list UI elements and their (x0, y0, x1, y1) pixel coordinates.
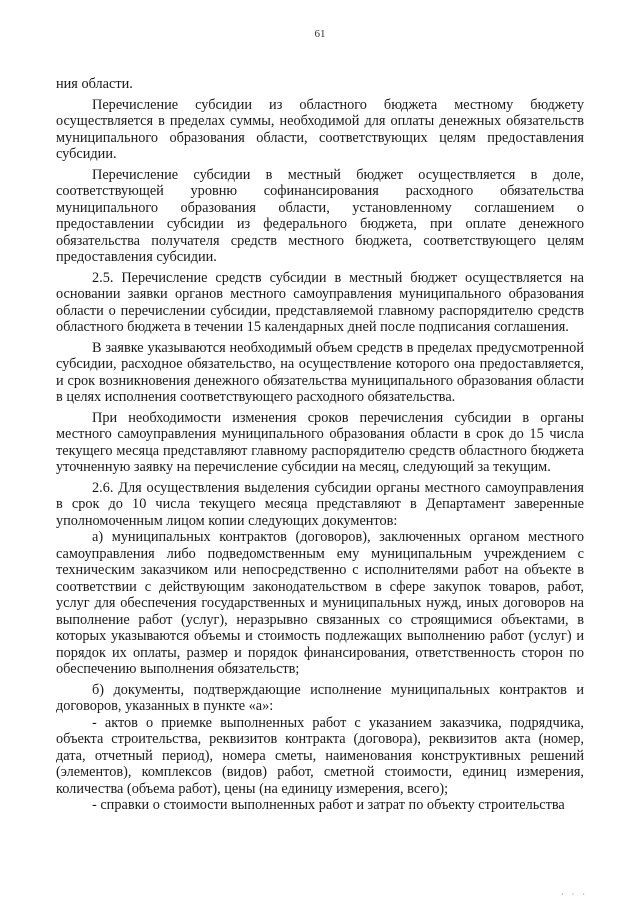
paragraph-2-5: 2.5. Перечисление средств субсидии в местный бюджет осуществляется на основании заявки органов местного самоуправления муниципального образования области о перечислении субсидии, представляемой главному распорядителю средств областного бюджета в течении 15 календарных дней после подписания соглашения. (56, 269, 584, 335)
paragraph-item-a: а) муниципальных контрактов (договоров), заключенных органом местного самоуправления либо подведомственным ему муниципальным учреждением с техническим заказчиком или непосредственно с исполнителями работ на объекте в соответствии с действующим законодательством в сфере закупок товаров, работ, услуг для обеспечения государственных и муниципальных нужд, иных договоров на выполнение работ (услуг), неразрывно связанных со строящимися объектами, в которых указываются объемы и стоимость подлежащих выполнению работ (услуг) и порядок их оплаты, размер и порядок финансирования, ответственность сторон по обеспечению выполнения обязательств; (56, 529, 584, 677)
paragraph-transfer-limit: Перечисление субсидии из областного бюджета местному бюджету осуществляется в пределах суммы, необходимой для оплаты денежных обязательств муниципального образования области, соответствующих целям предоставления субсидии. (56, 96, 584, 162)
scan-mark: · · · (561, 890, 588, 899)
paragraph-item-b: б) документы, подтверждающие исполнение муниципальных контрактов и договоров, указанных в пункте «а»: (56, 681, 584, 714)
paragraph-acts-item: - актов о приемке выполненных работ с указанием заказчика, подрядчика, объекта строительства, реквизитов контракта (договора), реквизитов акта (номер, дата, отчетный период), номера сметы, наименования конструктивных решений (элементов), комплексов (видов) работ, сметной стоимости, единиц измерения, количества (объема работ), цены (на единицу измерения, всего); (56, 714, 584, 797)
paragraph-schedule-change: При необходимости изменения сроков перечисления субсидии в органы местного самоуправления муниципального образования области в срок до 15 числа текущего месяца представляют главному распорядителю средств областного бюджета уточненную заявку на перечисление субсидии на месяц, следующий за текущим. (56, 409, 584, 475)
paragraph-certificate-item: - справки о стоимости выполненных работ и затрат по объекту строительства (92, 797, 565, 813)
paragraph-2-6: 2.6. Для осуществления выделения субсидии органы местного самоуправления в срок до 10 числа текущего месяца представляют в Департамент заверенные уполномоченным лицом копии следующих документов: (56, 479, 584, 529)
page-number: 61 (314, 28, 326, 40)
paragraph-application-contents: В заявке указываются необходимый объем средств в пределах предусмотренной субсидии, расходное обязательство, на осуществление которого она предоставляется, и срок возникновения денежного обязательства муниципального образования области в целях исполнения соответствующего расходного обязательства. (56, 339, 584, 405)
paragraph-transfer-share: Перечисление субсидии в местный бюджет осуществляется в доле, соответствующей уровню софинансирования расходного обязательства муниципального образования области, установленному соглашением о предоставлении субсидии из федерального бюджета, при оплате денежного обязательства получателя средств местного бюджета, соответствующего целям предоставления субсидии. (56, 166, 584, 265)
paragraph-continuation: ния области. (56, 76, 133, 92)
document-body (56, 76, 584, 814)
